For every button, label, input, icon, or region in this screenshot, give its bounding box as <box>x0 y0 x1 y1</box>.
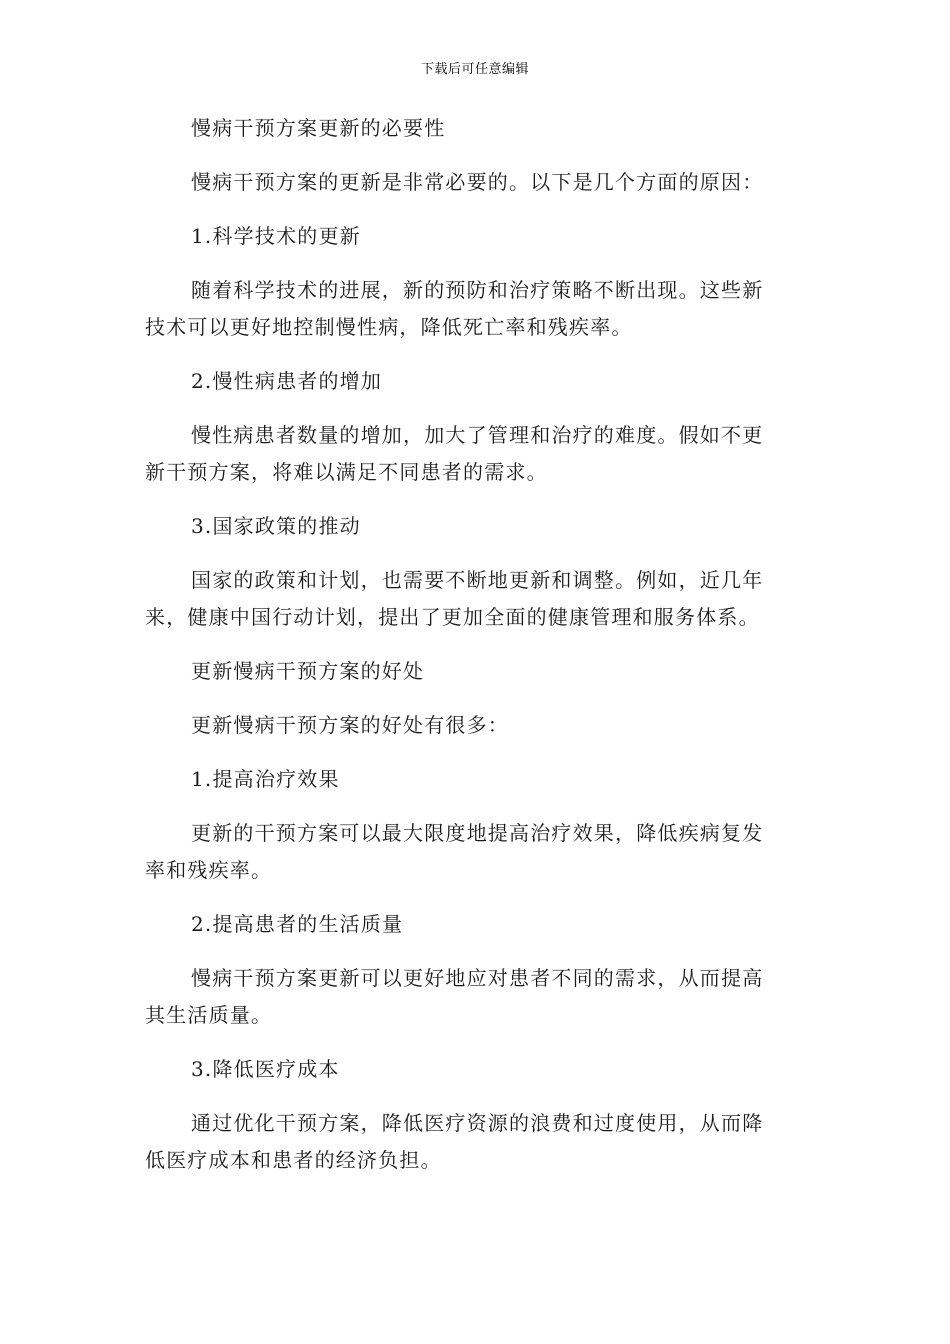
paragraph-quality-of-life <box>145 960 797 1034</box>
paragraph-line: 率和残疾率。 <box>145 858 273 882</box>
section-heading-necessity: 慢病干预方案更新的必要性 <box>191 116 446 140</box>
subheading-quality-of-life: 2.提高患者的生活质量 <box>191 912 404 936</box>
paragraph-line: 来，健康中国行动计划，提出了更加全面的健康管理和服务体系。 <box>145 605 760 629</box>
paragraph-benefits-intro: 更新慢病干预方案的好处有很多： <box>191 713 509 737</box>
page-header-note: 下载后可任意编辑 <box>420 62 529 77</box>
paragraph-line: 其生活质量。 <box>145 1003 273 1027</box>
paragraph-treatment-effect <box>145 815 797 889</box>
subheading-treatment-effect: 1.提高治疗效果 <box>191 767 340 791</box>
paragraph-line: 新干预方案，将难以满足不同患者的需求。 <box>145 460 548 484</box>
paragraph-line: 国家的政策和计划，也需要不断地更新和调整。例如，近几年 <box>191 568 764 592</box>
paragraph-line: 慢病干预方案更新可以更好地应对患者不同的需求，从而提高 <box>191 966 764 990</box>
subheading-cost-reduction: 3.降低医疗成本 <box>191 1057 340 1081</box>
paragraph-line: 技术可以更好地控制慢性病，降低死亡率和残疾率。 <box>145 315 633 339</box>
subheading-patient-increase: 2.慢性病患者的增加 <box>191 369 383 393</box>
paragraph-tech-update <box>145 272 797 346</box>
paragraph-line: 更新的干预方案可以最大限度地提高治疗效果，降低疾病复发 <box>191 821 764 845</box>
paragraph-patient-increase <box>145 417 797 491</box>
paragraph-line: 通过优化干预方案，降低医疗资源的浪费和过度使用，从而降 <box>191 1111 764 1135</box>
paragraph-policy <box>145 562 797 636</box>
subheading-policy: 3.国家政策的推动 <box>191 514 361 538</box>
paragraph-cost-reduction <box>145 1105 797 1179</box>
section-heading-benefits: 更新慢病干预方案的好处 <box>191 659 425 683</box>
document-body <box>145 110 797 1179</box>
paragraph-line: 慢性病患者数量的增加，加大了管理和治疗的难度。假如不更 <box>191 423 764 447</box>
paragraph-line: 低医疗成本和患者的经济负担。 <box>145 1148 442 1172</box>
subheading-tech-update: 1.科学技术的更新 <box>191 224 361 248</box>
paragraph-intro: 慢病干预方案的更新是非常必要的。以下是几个方面的原因： <box>191 170 764 194</box>
paragraph-line: 随着科学技术的进展，新的预防和治疗策略不断出现。这些新 <box>191 278 764 302</box>
